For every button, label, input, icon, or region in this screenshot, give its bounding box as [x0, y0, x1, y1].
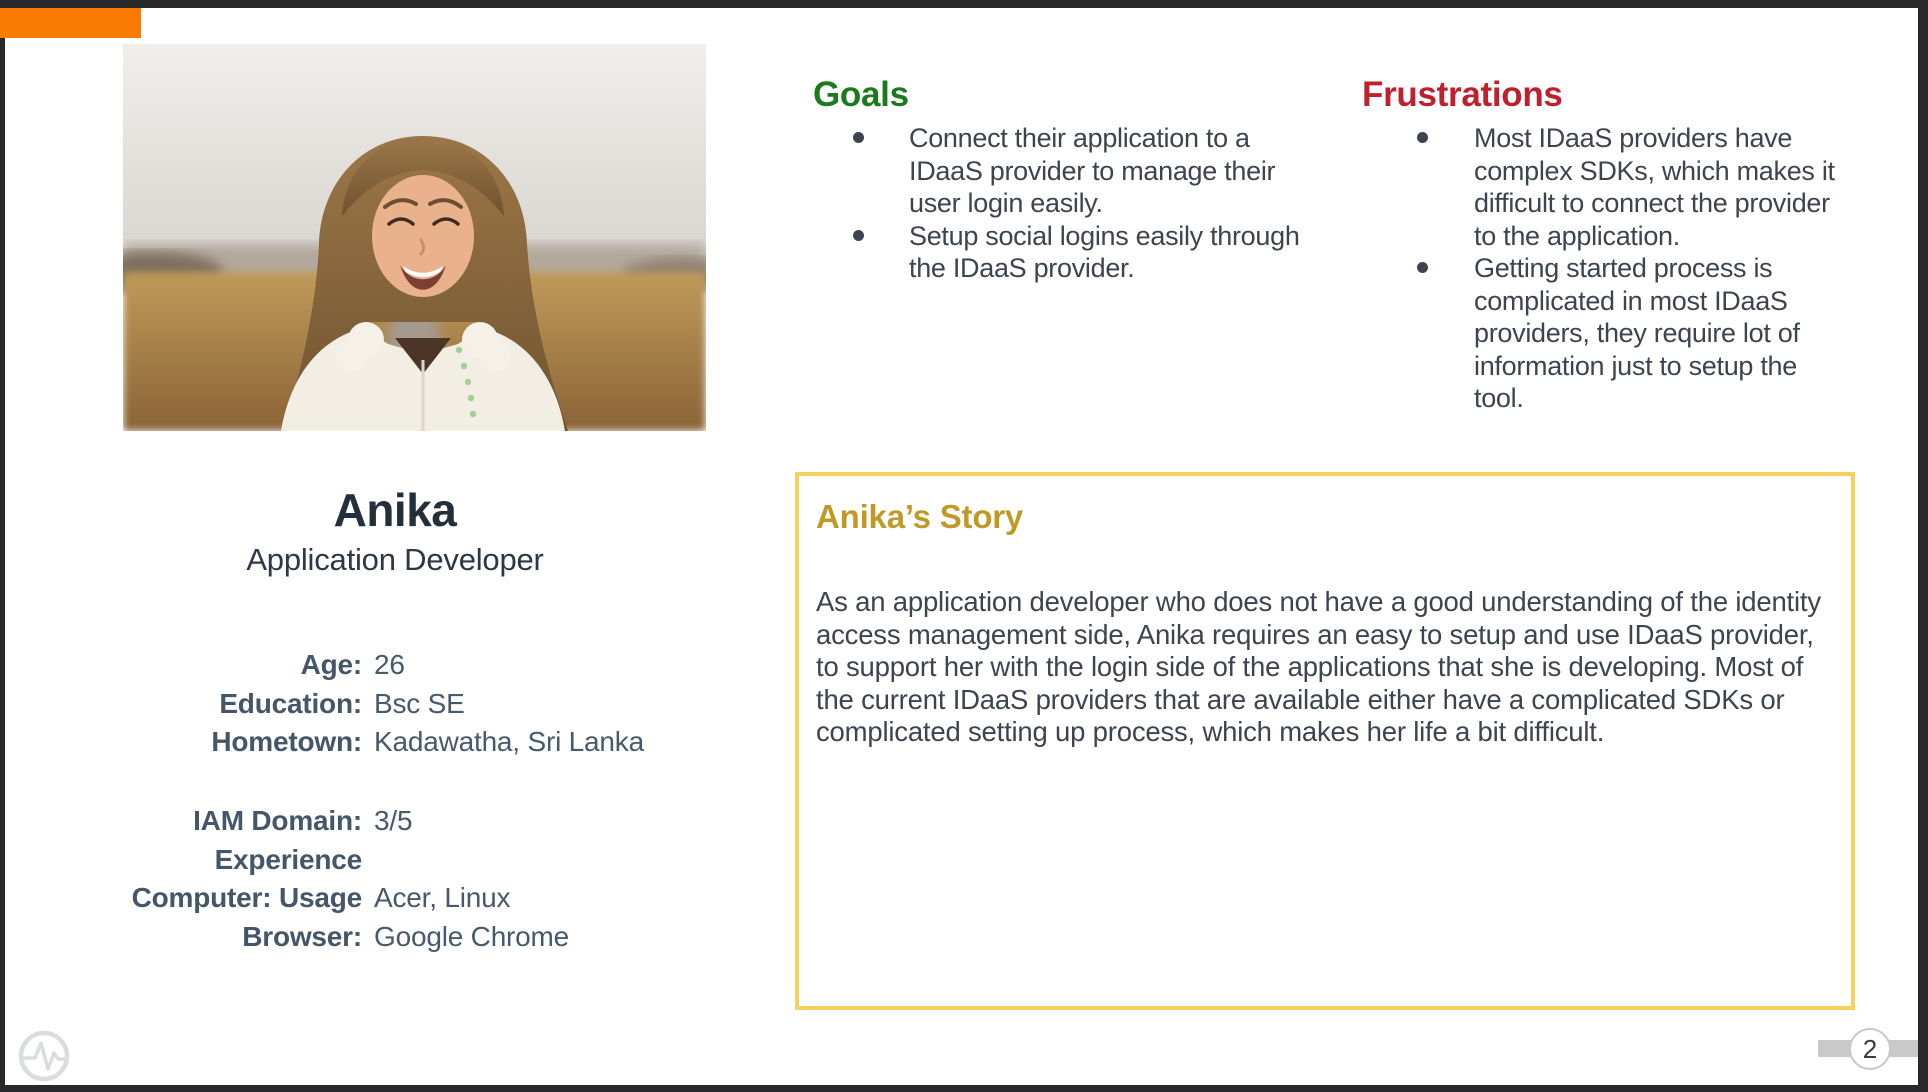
detail-value	[374, 841, 660, 880]
detail-row-browser	[80, 918, 660, 957]
bullet-icon	[1417, 132, 1428, 143]
story-body: As an application developer who does not have a good understanding of the identity access management side, Anika requires an easy to setup and use IDaaS provider, to support her with the login side of the applications that she is developing. Most of the current IDaaS providers that are available either have a complicated SDKs or complicated setting up process, which makes her life a bit difficult.	[816, 586, 1821, 748]
detail-value: Google Chrome	[374, 920, 570, 952]
frustrations-section	[1362, 76, 1852, 415]
detail-label: Hometown:	[211, 726, 362, 757]
goals-item	[813, 220, 1325, 285]
detail-row-iam-domain	[80, 802, 660, 841]
detail-row-computer-usage	[80, 879, 660, 918]
bullet-icon	[1417, 262, 1428, 273]
detail-value: 3/5	[374, 805, 413, 836]
detail-value: 26	[374, 649, 405, 680]
detail-row-hometown	[80, 723, 660, 762]
detail-value: Bsc SE	[374, 687, 465, 719]
persona-photo	[123, 44, 706, 431]
bullet-icon	[853, 132, 864, 143]
page-number-badge[interactable]: 2	[1849, 1028, 1891, 1070]
goals-item	[813, 122, 1325, 220]
goals-item-text: Setup social logins easily through the IDaaS provider.	[909, 220, 1300, 283]
goals-item-text: Connect their application to a IDaaS provider to manage their user login easily.	[909, 123, 1276, 218]
persona-details-tech	[80, 802, 660, 956]
frustrations-list	[1362, 122, 1852, 415]
goals-title: Goals	[813, 75, 909, 114]
detail-row-age	[80, 646, 660, 685]
detail-label: Computer: Usage	[131, 882, 362, 913]
persona-name-block	[85, 484, 705, 580]
frustrations-item	[1362, 252, 1852, 415]
pulse-logo-icon	[16, 1028, 72, 1084]
goals-section	[813, 76, 1325, 285]
persona-details-basic	[80, 646, 660, 762]
frustrations-item	[1362, 122, 1852, 252]
goals-list	[813, 122, 1325, 285]
persona-role: Application Developer	[246, 542, 544, 577]
detail-value: Acer, Linux	[374, 882, 511, 913]
detail-label: Age:	[300, 649, 362, 680]
detail-label: Experience	[214, 843, 362, 875]
frustrations-title: Frustrations	[1362, 75, 1563, 114]
bullet-icon	[853, 230, 864, 241]
story-title: Anika’s Story	[816, 498, 1024, 535]
detail-label: IAM Domain:	[193, 805, 362, 836]
detail-label: Education:	[219, 687, 362, 719]
persona-name: Anika	[333, 484, 457, 536]
accent-bar	[0, 8, 141, 38]
frustrations-item-text: Getting started process is complicated in most IDaaS providers, they require lot of information just to setup the tool.	[1474, 253, 1800, 413]
frustrations-item-text: Most IDaaS providers have complex SDKs, which makes it difficult to connect the provider to the application.	[1474, 123, 1835, 251]
detail-value: Kadawatha, Sri Lanka	[374, 726, 644, 757]
detail-row-education	[80, 685, 660, 724]
detail-label: Browser:	[242, 920, 362, 952]
detail-row-experience	[80, 841, 660, 880]
story-box	[795, 472, 1855, 1010]
persona-photo-illustration	[123, 44, 706, 431]
